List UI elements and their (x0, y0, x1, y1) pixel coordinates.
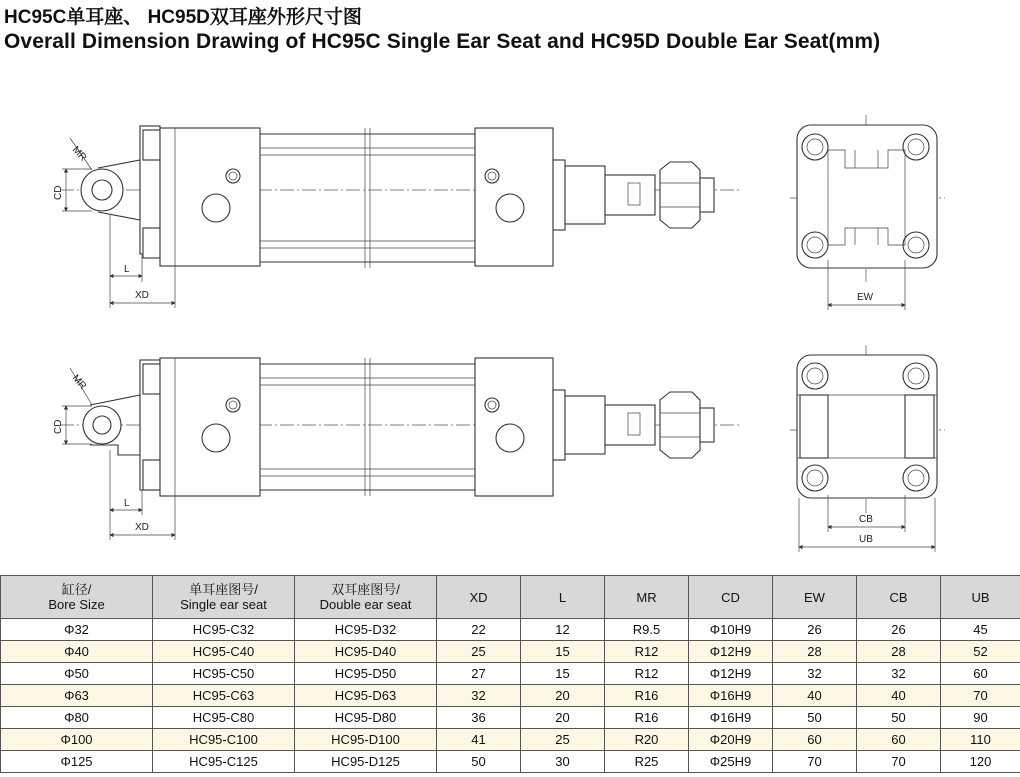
table-cell: R12 (605, 641, 689, 663)
table-cell: 36 (437, 707, 521, 729)
header-cell: UB (941, 576, 1020, 619)
table-cell: 25 (437, 641, 521, 663)
table-cell: Φ20H9 (689, 729, 773, 751)
table-cell: 50 (857, 707, 941, 729)
top-l-label: L (124, 264, 130, 275)
table-row (1, 641, 1020, 663)
bottom-cb-label: CB (859, 514, 873, 525)
top-ew-label: EW (857, 292, 874, 303)
table-cell: HC95-D50 (295, 663, 437, 685)
header-cell: MR (605, 576, 689, 619)
header-cell: CB (857, 576, 941, 619)
table-cell: 52 (941, 641, 1020, 663)
top-cd-label: CD (53, 185, 64, 200)
table-cell: 50 (773, 707, 857, 729)
end-view-single-ear (790, 115, 945, 310)
table-cell: 45 (941, 619, 1020, 641)
table-cell: 60 (941, 663, 1020, 685)
table-cell: HC95-D40 (295, 641, 437, 663)
table-cell: HC95-D100 (295, 729, 437, 751)
table-cell: 60 (773, 729, 857, 751)
header-cell: 单耳座图号/ Single ear seat (153, 576, 295, 619)
table-cell: Φ32 (1, 619, 153, 641)
table-cell: Φ12H9 (689, 641, 773, 663)
bottom-ub-label: UB (859, 534, 873, 545)
table-cell: HC95-D125 (295, 751, 437, 773)
table-cell: HC95-D32 (295, 619, 437, 641)
table-row (1, 707, 1020, 729)
table-cell: HC95-C32 (153, 619, 295, 641)
table-cell: 25 (521, 729, 605, 751)
dimension-table (0, 575, 1020, 773)
table-cell: 70 (773, 751, 857, 773)
header-cell: CD (689, 576, 773, 619)
table-cell: 26 (857, 619, 941, 641)
table-cell: Φ40 (1, 641, 153, 663)
table-cell: Φ12H9 (689, 663, 773, 685)
table-cell: 20 (521, 707, 605, 729)
table-row (1, 619, 1020, 641)
table-cell: 32 (437, 685, 521, 707)
table-cell: Φ16H9 (689, 707, 773, 729)
table-cell: 15 (521, 663, 605, 685)
table-cell: HC95-C125 (153, 751, 295, 773)
table-cell: 28 (773, 641, 857, 663)
table-cell: 41 (437, 729, 521, 751)
table-cell: 15 (521, 641, 605, 663)
table-cell: 32 (857, 663, 941, 685)
table-header-row (1, 576, 1020, 619)
table-cell: HC95-C80 (153, 707, 295, 729)
table-cell: Φ125 (1, 751, 153, 773)
table-row (1, 663, 1020, 685)
top-xd-label: XD (135, 290, 149, 301)
table-cell: Φ80 (1, 707, 153, 729)
table-cell: 70 (941, 685, 1020, 707)
table-cell: Φ50 (1, 663, 153, 685)
header-cell: 缸径/ Bore Size (1, 576, 153, 619)
side-view-single-ear (53, 126, 740, 308)
table-cell: Φ10H9 (689, 619, 773, 641)
top-mr-label: MR (69, 144, 89, 164)
table-cell: 40 (773, 685, 857, 707)
page-title-chinese: HC95C单耳座、 HC95D双耳座外形尺寸图 (4, 7, 362, 28)
table-cell: R20 (605, 729, 689, 751)
table-cell: 40 (857, 685, 941, 707)
table-cell: 12 (521, 619, 605, 641)
table-cell: HC95-C50 (153, 663, 295, 685)
table-cell: HC95-C63 (153, 685, 295, 707)
table-cell: HC95-C40 (153, 641, 295, 663)
table-row (1, 751, 1020, 773)
header-cell: EW (773, 576, 857, 619)
table-cell: Φ63 (1, 685, 153, 707)
table-cell: R16 (605, 707, 689, 729)
header-cell: XD (437, 576, 521, 619)
side-view-double-ear (53, 358, 740, 540)
table-cell: 60 (857, 729, 941, 751)
table-cell: 70 (857, 751, 941, 773)
page-title-english: Overall Dimension Drawing of HC95C Single Ear Seat and HC95D Double Ear Seat(mm) (4, 30, 881, 53)
table-cell: R9.5 (605, 619, 689, 641)
table-cell: 27 (437, 663, 521, 685)
table-cell: HC95-C100 (153, 729, 295, 751)
table-cell: 28 (857, 641, 941, 663)
table-cell: Φ25H9 (689, 751, 773, 773)
table-cell: R16 (605, 685, 689, 707)
table-cell: 110 (941, 729, 1020, 751)
table-row (1, 729, 1020, 751)
table-cell: HC95-D63 (295, 685, 437, 707)
bottom-cd-label: CD (53, 419, 64, 434)
table-cell: 120 (941, 751, 1020, 773)
bottom-xd-label: XD (135, 522, 149, 533)
table-cell: 32 (773, 663, 857, 685)
table-cell: 26 (773, 619, 857, 641)
table-cell: Φ16H9 (689, 685, 773, 707)
header-cell: 双耳座图号/ Double ear seat (295, 576, 437, 619)
table-cell: R25 (605, 751, 689, 773)
table-cell: 20 (521, 685, 605, 707)
table-cell: 22 (437, 619, 521, 641)
table-cell: HC95-D80 (295, 707, 437, 729)
bottom-l-label: L (124, 498, 130, 509)
table-cell: 50 (437, 751, 521, 773)
table-cell: 30 (521, 751, 605, 773)
table-cell: 90 (941, 707, 1020, 729)
table-row (1, 685, 1020, 707)
header-cell: L (521, 576, 605, 619)
table-cell: R12 (605, 663, 689, 685)
bottom-mr-label: MR (69, 372, 89, 392)
table-cell: Φ100 (1, 729, 153, 751)
end-view-double-ear (790, 345, 945, 552)
